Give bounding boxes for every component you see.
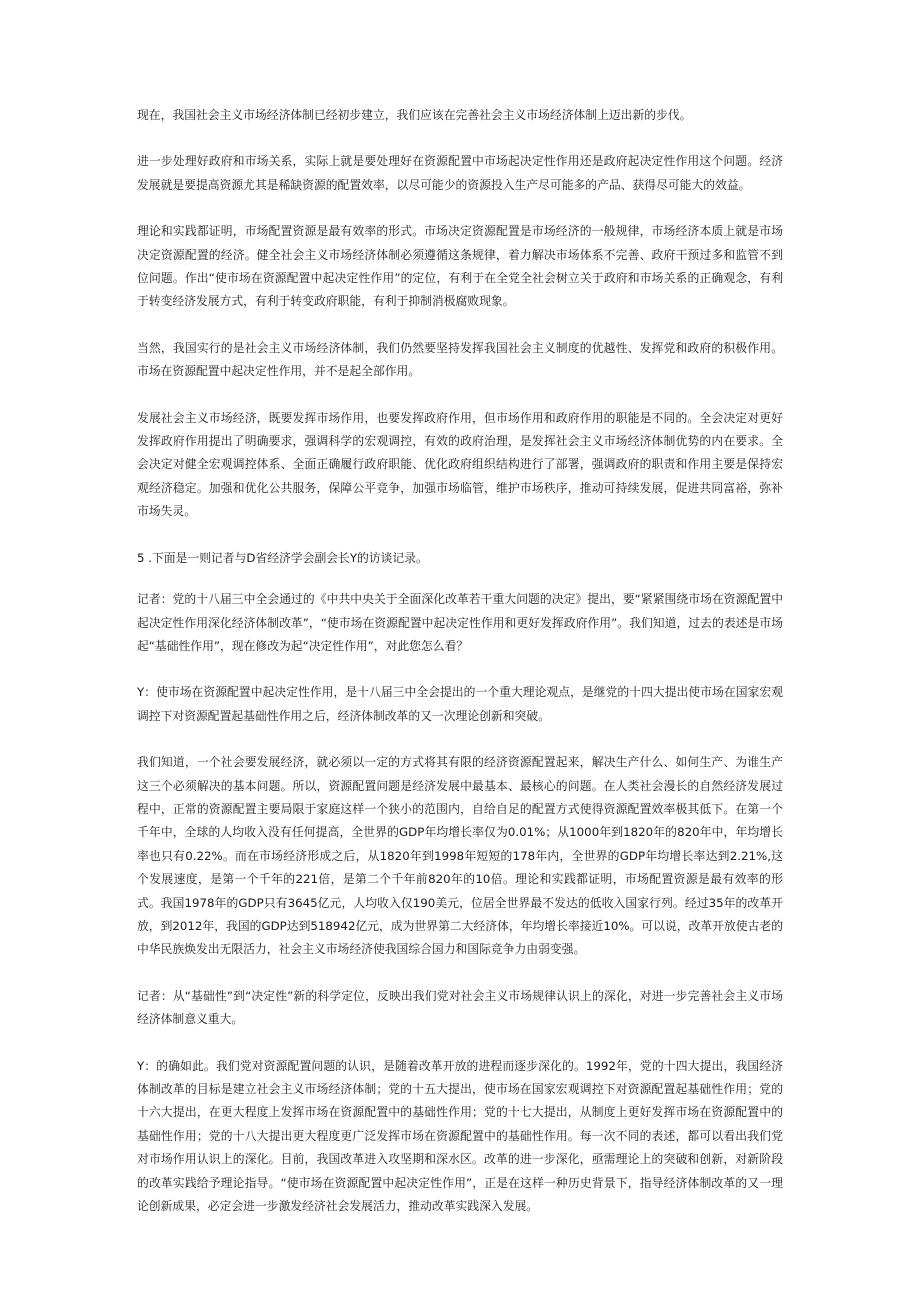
document-body bbox=[137, 104, 783, 1241]
paragraph: 进一步处理好政府和市场关系，实际上就是要处理好在资源配置中市场起决定性作用还是政府起决定性作用这个问题。经济发展就是要提高资源尤其是稀缺资源的配置效率，以尽可能少的资源投入生产尽可能多的产品、获得尽可能大的效益。 bbox=[137, 154, 783, 192]
paragraph: 现在，我国社会主义市场经济体制已经初步建立，我们应该在完善社会主义市场经济体制上迈出新的步伐。 bbox=[137, 108, 692, 122]
paragraph: 发展社会主义市场经济，既要发挥市场作用，也要发挥政府作用，但市场作用和政府作用的职能是不同的。全会决定对更好发挥政府作用提出了明确要求，强调科学的宏观调控，有效的政府治理，是发挥社会主义市场经济体制优势的内在要求。全会决定对健全宏观调控体系、全面正确履行政府职能、优化政府组织结构进行了部署，强调政府的职责和作用主要是保持宏观经济稳定。加强和优化公共服务，保障公平竞争，加强市场临管，维护市场秩序，推动可持续发展，促进共同富裕，弥补市场失灵。 bbox=[137, 410, 783, 519]
interview-answer: Y：的确如此。我们党对资源配置问题的认识，是随着改革开放的进程而逐步深化的。1992年，党的十四大提出，我国经济体制改革的目标是建立社会主义市场经济体制；党的十五大提出，使市场在国家宏观调控下对资源配置起基础性作用；党的十六大提出，在更大程度上发挥市场在资源配置中的基础性作用；党的十七大提出，从制度上更好发挥市场在资源配置中的基础性作用；党的十八大提出更大程度更广泛发挥市场在资源配置中的基础性作用。每一次不同的表述，都可以看出我们党对市场作用认识上的深化。目前，我国改革进入攻坚期和深水区。改革的进一步深化，亟需理论上的突破和创新，对新阶段的改革实践给予理论指导。“使市场在资源配置中起决定性作用”，正是在这样一种历史背景下，指导经济体制改革的又一理论创新成果，必定会进一步激发经济社会发展活力，推动改革实践深入发展。 bbox=[137, 1058, 783, 1214]
question-heading: 5 .下面是一则记者与D省经济学会副会长Y的访谈记录。 bbox=[137, 550, 428, 565]
paragraph: 理论和实践都证明，市场配置资源是最有效率的形式。市场决定资源配置是市场经济的一般规律，市场经济本质上就是市场决定资源配置的经济。健全社会主义市场经济体制必须遵循这条规律，着力解决市场体系不完善、政府干预过多和监管不到位问题。作出“使市场在资源配置中起决定性作用”的定位，有利于在全党全社会树立关于政府和市场关系的正确观念，有利于转变经济发展方式，有利于转变政府职能，有利于抑制消极腐败现象。 bbox=[137, 224, 783, 309]
paragraph: 当然，我国实行的是社会主义市场经济体制，我们仍然要坚持发挥我国社会主义制度的优越性、发挥党和政府的积极作用。市场在资源配置中起决定性作用，并不是起全部作用。 bbox=[137, 340, 783, 379]
interview-answer: Y：使市场在资源配置中起决定性作用，是十八届三中全会提出的一个重大理论观点，是继党的十四大提出使市场在国家宏观调控下对资源配置起基础性作用之后，经济体制改革的又一次理论创新和突破。 bbox=[137, 685, 783, 723]
interview-question: 记者：党的十八届三中全会通过的《中共中央关于全面深化改革若干重大问题的决定》提出，要“紧紧围绕市场在资源配置中起决定性作用深化经济体制改革”，“使市场在资源配置中起决定性作用和更好发挥政府作用”。我们知道，过去的表述是市场起“基础性作用”，现在修改为起“决定性作用”，对此您怎么看？ bbox=[137, 592, 783, 653]
paragraph: 我们知道，一个社会要发展经济，就必须以一定的方式将其有限的经济资源配置起来，解决生产什么、如何生产、为谁生产这三个必须解决的基本问题。所以，资源配置问题是经济发展中最基本、最核心的问题。在人类社会漫长的自然经济发展过程中，正常的资源配置主要局限于家庭这样一个狭小的范围内，自给自足的配置方式使得资源配置效率极其低下。在第一个千年中，全球的人均收入没有任何提高，全世界的GDP年均增长率仅为0.01%；从1000年到1820年的820年中，年均增长率也只有0.22%。而在市场经济形成之后，从1820年到1998年短短的178年内，全世界的GDP年均增长率达到2.21%,这个发展速度，是第一个千年的221倍，是第二个千年前820年的10倍。理论和实践都证明，市场配置资源是最有效率的形式。我国1978年的GDP只有3645亿元，人均收入仅190美元，位居全世界最不发达的低收入国家行列。经过35年的改革开放，到2012年，我国的GDP达到518942亿元，成为世界第二大经济体，年均增长率接近10%。可以说，改革开放使古老的中华民族焕发出无限活力，社会主义市场经济使我国综合国力和国际竞争力由弱变强。 bbox=[137, 755, 783, 957]
interview-question: 记者：从“基础性”到“决定性”新的科学定位，反映出我们党对社会主义市场规律认识上的深化，对进一步完善社会主义市场经济体制意义重大。 bbox=[137, 988, 783, 1027]
